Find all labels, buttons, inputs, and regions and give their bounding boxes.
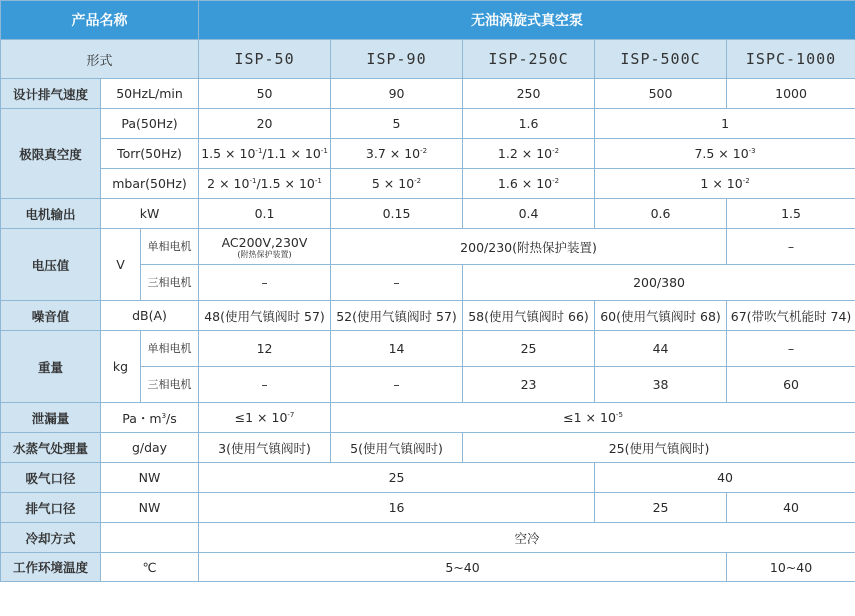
model-isp-250c: ISP-250C	[463, 40, 595, 79]
value-cell: 200/380	[463, 265, 855, 301]
row-label: 重量	[1, 331, 101, 403]
row-label: 排气口径	[1, 493, 101, 523]
value-text: /1.5 × 10	[256, 176, 315, 191]
unit-cell: mbar(50Hz)	[101, 169, 199, 199]
value-cell: 5(使用气镇阀时)	[331, 433, 463, 463]
value-cell: 38	[595, 367, 727, 403]
row-label: 泄漏量	[1, 403, 101, 433]
value-cell: 60(使用气镇阀时 68)	[595, 301, 727, 331]
value-text: 2 × 10	[207, 176, 250, 191]
type-label: 形式	[1, 40, 199, 79]
value-cell	[463, 139, 595, 169]
value-cell: 25	[463, 331, 595, 367]
sub-label: 单相电机	[141, 331, 199, 367]
value-cell: 25(使用气镇阀时)	[463, 433, 855, 463]
value-cell: 空冷	[199, 523, 855, 553]
table-row	[1, 553, 855, 582]
value-text: ≤1 × 10	[234, 410, 288, 425]
sub-label: 三相电机	[141, 265, 199, 301]
unit-cell	[101, 523, 199, 553]
row-label: 电压值	[1, 229, 101, 301]
model-isp-90: ISP-90	[331, 40, 463, 79]
value-cell: 67(带吹气机能时 74)	[727, 301, 855, 331]
value-cell: 40	[595, 463, 855, 493]
value-cell: 20	[199, 109, 331, 139]
value-cell: 0.4	[463, 199, 595, 229]
value-cell: 5	[331, 109, 463, 139]
row-label: 极限真空度	[1, 109, 101, 199]
value-cell: 44	[595, 331, 727, 367]
value-cell: 1	[595, 109, 855, 139]
sub-label: 单相电机	[141, 229, 199, 265]
row-label: 工作环境温度	[1, 553, 101, 582]
value-cell: 25	[595, 493, 727, 523]
value-cell	[199, 169, 331, 199]
exponent: -3	[748, 146, 756, 155]
value-cell: –	[199, 367, 331, 403]
unit-text: /s	[166, 410, 177, 426]
value-cell: 1.5	[727, 199, 855, 229]
table-row	[1, 433, 855, 463]
value-cell	[331, 403, 855, 433]
value-cell: 1.6	[463, 109, 595, 139]
unit-cell: kg	[101, 331, 141, 403]
value-cell	[331, 169, 463, 199]
unit-cell: dB(A)	[101, 301, 199, 331]
unit-cell: Pa(50Hz)	[101, 109, 199, 139]
value-text: /1.1 × 10	[262, 146, 321, 161]
value-text: ≤1 × 10	[563, 410, 616, 425]
value-cell: 0.6	[595, 199, 727, 229]
unit-cell: ℃	[101, 553, 199, 582]
value-text: 1 × 10	[700, 176, 743, 191]
table-row	[1, 463, 855, 493]
exponent: -2	[552, 176, 560, 185]
header-row	[1, 1, 855, 40]
value-text: 5 × 10	[371, 176, 415, 191]
value-cell	[199, 229, 331, 265]
value-cell: 52(使用气镇阀时 57)	[331, 301, 463, 331]
unit-cell: Torr(50Hz)	[101, 139, 199, 169]
value-cell: 200/230(附热保护装置)	[331, 229, 727, 265]
exponent: -7	[287, 410, 295, 419]
unit-cell: NW	[101, 493, 199, 523]
table-row	[1, 229, 855, 265]
model-ispc-1000: ISPC-1000	[727, 40, 855, 79]
value-cell	[463, 169, 595, 199]
unit-cell: V	[101, 229, 141, 301]
table-row	[1, 199, 855, 229]
row-label: 冷却方式	[1, 523, 101, 553]
table-row	[1, 493, 855, 523]
value-text: 1.2 × 10	[497, 146, 553, 161]
series-header: 无油涡旋式真空泵	[199, 1, 855, 40]
value-cell: –	[199, 265, 331, 301]
value-text: AC200V,230V	[221, 234, 308, 250]
row-label: 设计排气速度	[1, 79, 101, 109]
value-cell	[331, 139, 463, 169]
row-label: 噪音值	[1, 301, 101, 331]
row-label: 电机输出	[1, 199, 101, 229]
value-cell: –	[331, 265, 463, 301]
exponent: -2	[414, 176, 422, 185]
model-isp-50: ISP-50	[199, 40, 331, 79]
value-text: 3.7 × 10	[365, 146, 421, 161]
value-cell: 60	[727, 367, 855, 403]
value-cell: 40	[727, 493, 855, 523]
table-row	[1, 139, 855, 169]
value-cell	[199, 403, 331, 433]
value-cell	[595, 139, 855, 169]
exponent: -1	[314, 176, 322, 185]
value-text: 1.6 × 10	[497, 176, 553, 191]
value-cell: 14	[331, 331, 463, 367]
value-cell: 90	[331, 79, 463, 109]
sub-label: 三相电机	[141, 367, 199, 403]
value-cell: 1000	[727, 79, 855, 109]
value-cell	[595, 169, 855, 199]
model-row	[1, 40, 855, 79]
exponent: 3	[161, 411, 167, 420]
product-name-header: 产品名称	[1, 1, 199, 40]
table-row	[1, 79, 855, 109]
exponent: -2	[420, 146, 428, 155]
value-cell: 500	[595, 79, 727, 109]
value-text: 7.5 × 10	[694, 146, 749, 161]
model-isp-500c: ISP-500C	[595, 40, 727, 79]
unit-cell	[101, 403, 199, 433]
unit-cell: kW	[101, 199, 199, 229]
value-cell: 25	[199, 463, 595, 493]
value-note: (附热保护装置)	[237, 249, 292, 259]
value-cell: –	[727, 229, 855, 265]
table-row	[1, 109, 855, 139]
unit-text: Pa・m	[122, 410, 162, 426]
value-cell: 250	[463, 79, 595, 109]
value-cell: 48(使用气镇阀时 57)	[199, 301, 331, 331]
value-cell: 58(使用气镇阀时 66)	[463, 301, 595, 331]
value-cell: 0.1	[199, 199, 331, 229]
row-label: 水蒸气处理量	[1, 433, 101, 463]
table-row	[1, 403, 855, 433]
value-cell: 0.15	[331, 199, 463, 229]
exponent: -2	[742, 176, 750, 185]
unit-cell: NW	[101, 463, 199, 493]
table-row	[1, 331, 855, 367]
value-cell: 23	[463, 367, 595, 403]
value-cell	[199, 139, 331, 169]
value-cell: 5~40	[199, 553, 727, 582]
exponent: -1	[320, 146, 328, 155]
unit-cell: 50HzL/min	[101, 79, 199, 109]
exponent: -5	[615, 410, 623, 419]
exponent: -1	[249, 176, 257, 185]
value-cell: 50	[199, 79, 331, 109]
value-cell: 16	[199, 493, 595, 523]
value-text: 1.5 × 10	[201, 146, 256, 161]
exponent: -1	[255, 146, 263, 155]
value-cell: –	[331, 367, 463, 403]
value-cell: 10~40	[727, 553, 855, 582]
unit-cell: g/day	[101, 433, 199, 463]
exponent: -2	[552, 146, 560, 155]
value-cell: –	[727, 331, 855, 367]
table-row	[1, 301, 855, 331]
value-cell: 12	[199, 331, 331, 367]
table-row	[1, 523, 855, 553]
table-row	[1, 169, 855, 199]
value-cell: 3(使用气镇阀时)	[199, 433, 331, 463]
row-label: 吸气口径	[1, 463, 101, 493]
